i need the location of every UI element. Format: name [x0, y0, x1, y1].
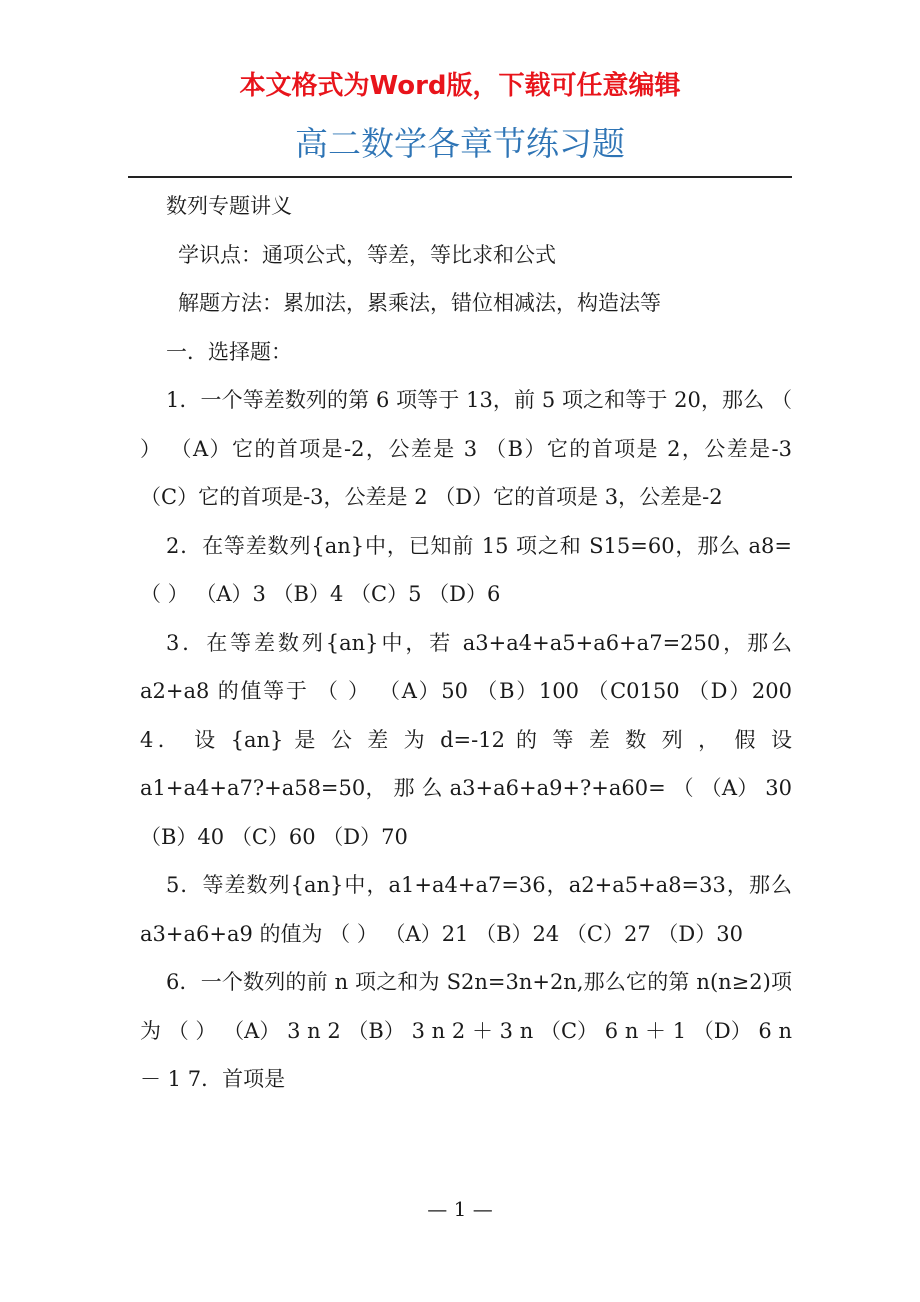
page-number: — 1 — — [427, 1197, 493, 1221]
section-heading: 数列专题讲义 — [166, 194, 292, 218]
choice-heading: 一．选择题： — [166, 339, 292, 364]
format-banner: 本文格式为Word版，下载可任意编辑 — [239, 71, 681, 101]
document-title: 高二数学各章节练习题 — [295, 124, 625, 163]
question-3-4: 3．在等差数列{an}中，若 a3+a4+a5+a6+a7=250，那么 a2+a8 的值等于 （ ） （A）50 （B）100 （C0150 （D）200 4． 设 {an} 是 公 差 为 d=-12 的 等 差 数 列 ， 假 设 a1+a4+a7?+a58=50， 那 么 a3+a6+a9+?+a60= （ （A） 30 （B）40 （C）60 （D）70 — [140, 630, 792, 849]
question-6-7: 6．一个数列的前 n 项之和为 S2n=3n+2n,那么它的第 n(n≥2)项为 （ ） （A） 3 n 2 （B） 3 n 2 ＋ 3 n （C） 6 n ＋ 1 （D） 6 n － 1 7．首项是 — [140, 970, 792, 1091]
document-body — [140, 182, 792, 1104]
question-1: 1．一个等差数列的第 6 项等于 13，前 5 项之和等于 20，那么 （ ） （A）它的首项是-2，公差是 3 （B）它的首项是 2，公差是-3 （C）它的首项是-3，公差是 2 （D）它的首项是 3，公差是-2 — [140, 388, 792, 509]
knowledge-points: 学识点：通项公式，等差，等比求和公式 — [178, 242, 556, 267]
question-2: 2．在等差数列{an}中，已知前 15 项之和 S15=60，那么 a8= （ ） （A）3 （B）4 （C）5 （D）6 — [140, 533, 792, 606]
question-5: 5．等差数列{an}中，a1+a4+a7=36，a2+a5+a8=33，那么 a3+a6+a9 的值为 （ ） （A）21 （B）24 （C）27 （D）30 — [140, 873, 792, 946]
solution-methods: 解题方法：累加法，累乘法，错位相减法，构造法等 — [178, 291, 661, 315]
title-divider — [128, 176, 792, 178]
